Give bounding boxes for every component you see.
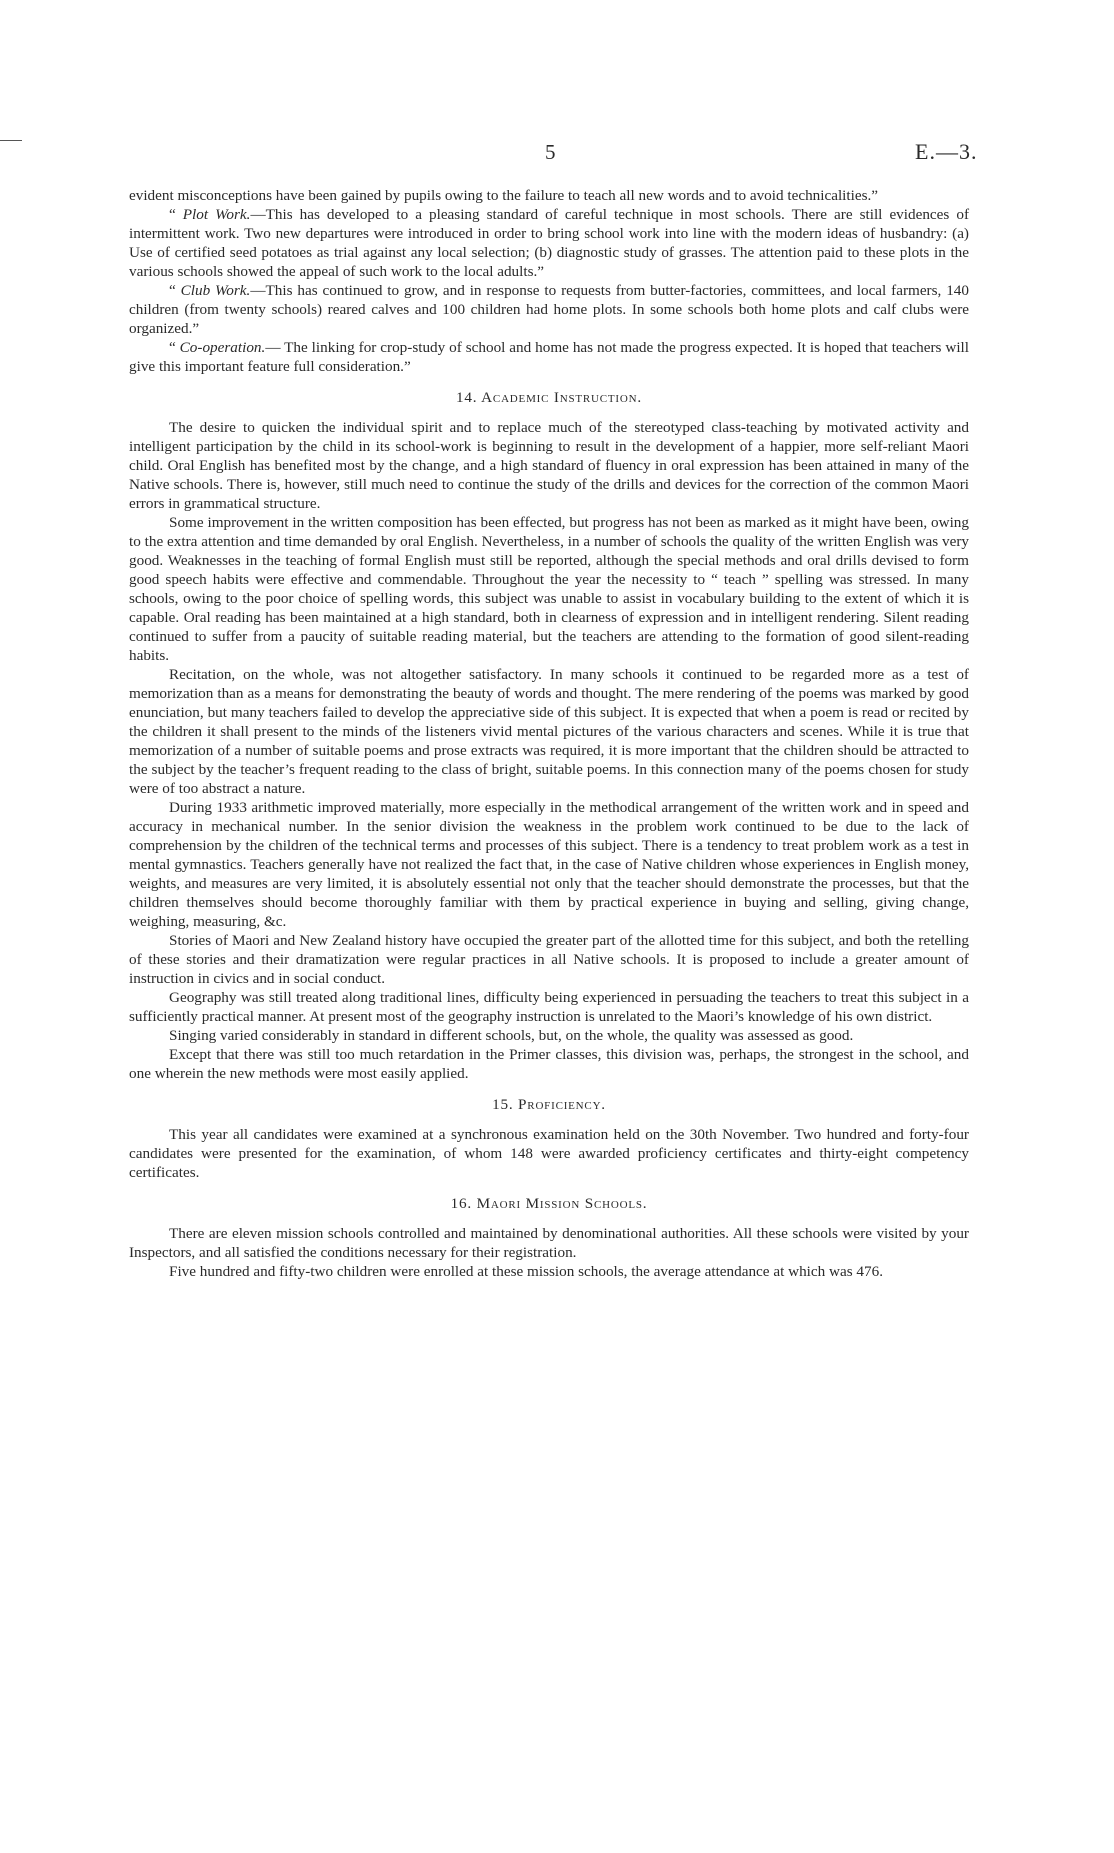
page-body (129, 186, 969, 1281)
plot-work-text: —This has developed to a pleasing standard of careful technique in most schools. There are still evidences of intermittent work. Two new departures were introduced in order to bring school work into line with the modern ideas of husbandry: (a) Use of certified seed potatoes as trial against any local selection; (b) diagnostic study of grasses. The attention paid to these plots in the various schools showed the appeal of such work to the local adults.” (129, 206, 969, 280)
continued-paragraph: evident misconceptions have been gained by pupils owing to the failure to teach all new words and to avoid technicalities.” (129, 187, 879, 204)
club-work-text: —This has continued to grow, and in response to requests from butter-factories, committees, and local farmers, 140 children (from twenty schools) reared calves and 100 children had home plots. In some schools both home plots and calf clubs were organized.” (129, 282, 969, 337)
section-heading-academic-instruction: 14. Academic Instruction. (456, 389, 642, 406)
plot-work-paragraph: “ Plot Work.—This has developed to a pleasing standard of careful technique in most schools. There are still evidences of intermittent work. Two new departures were introduced in order to bring school work into line with the modern ideas of husbandry: (a) Use of certified seed potatoes as trial against any local selection; (b) diagnostic study of grasses. The attention paid to these plots in the various schools showed the appeal of such work to the local adults.” (129, 206, 969, 280)
paragraph: Recitation, on the whole, was not altogether satisfactory. In many schools it continued to be regarded more as a test of memorization than as a means for demonstrating the beauty of words and thought. The mere rendering of the poems was marked by good enunciation, but many teachers failed to develop the appreciative side of this subject. It is expected that when a poem is read or recited by the children it shall present to the minds of the listeners vivid mental pictures of the various characters and scenes. While it is true that memorization of a number of suitable poems and prose extracts was required, it is more important that the children should be attracted to the subject by the teacher’s frequent reading to the class of bright, suitable poems. In this connection many of the poems chosen for study were of too abstract a nature. (129, 666, 969, 797)
paragraph: During 1933 arithmetic improved materially, more especially in the methodical arrangement of the written work and in speed and accuracy in mechanical number. In the senior division the weakness in the problem work continued to be due to the lack of comprehension by the children of the technical terms and processes of this subject. There is a tendency to treat problem work as a test in mental gymnastics. Teachers generally have not realized the fact that, in the case of Native children whose experiences in English money, weights, and measures are very limited, it is absolutely essential not only that the teacher should demonstrate the processes, but that the children themselves should become thoroughly familiar with them by practical experience in buying and selling, giving change, weighing, measuring, &c. (129, 799, 969, 930)
section-heading-proficiency: 15. Proficiency. (492, 1096, 606, 1113)
paragraph: Some improvement in the written composition has been effected, but progress has not been as marked as it might have been, owing to the extra attention and time demanded by oral English. Nevertheless, in a number of schools the quality of the written English was very good. Weaknesses in the teaching of formal English must still be reported, although the special methods and oral drills devised to form good speech habits were effective and commendable. Throughout the year the necessity to “ teach ” spelling was stressed. In many schools, owing to the poor choice of spelling words, this subject was unable to assist in vocabulary building to the extent of which it is capable. Oral reading has been maintained at a high standard, both in clearness of expression and in intelligent rendering. Silent reading continued to suffer from a paucity of suitable reading material, but the teachers are attending to the formation of good silent-reading habits. (129, 514, 969, 664)
cooperation-label: Co-operation. (179, 339, 266, 356)
paragraph: This year all candidates were examined at a synchronous examination held on the 30th November. Two hundred and forty-four candidates were presented for the examination, of whom 148 were awarded proficiency certificates and thirty-eight competency certificates. (129, 1126, 969, 1181)
margin-mark (0, 140, 22, 141)
club-work-paragraph: “ Club Work.—This has continued to grow, and in response to requests from butter-factories, committees, and local farmers, 140 children (from twenty schools) reared calves and 100 children had home plots. In some schools both home plots and calf clubs were organized.” (129, 282, 969, 337)
section-heading-maori-mission-schools: 16. Maori Mission Schools. (450, 1195, 648, 1212)
paragraph: Stories of Maori and New Zealand history have occupied the greater part of the allotted time for this subject, and both the retelling of these stories and their dramatization were regular practices in all Native schools. It is proposed to include a greater amount of instruction in civics and in social conduct. (129, 932, 969, 987)
club-work-label: Club Work. (180, 282, 251, 299)
cooperation-paragraph: “ Co-operation.— The linking for crop-study of school and home has not made the progress expected. It is hoped that teachers will give this important feature full consideration.” (129, 339, 969, 375)
paragraph: Geography was still treated along traditional lines, difficulty being experienced in persuading the teachers to treat this subject in a sufficiently practical manner. At present most of the geography instruction is unrelated to the Maori’s knowledge of his own district. (129, 989, 969, 1025)
cooperation-text: — The linking for crop-study of school and home has not made the progress expected. It is hoped that teachers will give this important feature full consideration.” (129, 339, 969, 375)
paragraph: Except that there was still too much retardation in the Primer classes, this division was, perhaps, the strongest in the school, and one wherein the new methods were most easily applied. (129, 1046, 969, 1082)
plot-work-label: Plot Work. (182, 206, 251, 223)
page-number: 5 (545, 140, 557, 164)
paragraph: Singing varied considerably in standard in different schools, but, on the whole, the quality was assessed as good. (169, 1027, 854, 1044)
paragraph: There are eleven mission schools controlled and maintained by denominational authorities. All these schools were visited by your Inspectors, and all satisfied the conditions necessary for their registration. (129, 1225, 969, 1261)
paragraph: The desire to quicken the individual spirit and to replace much of the stereotyped class-teaching by motivated activity and intelligent participation by the child in its school-work is beginning to result in the development of a happier, more self-reliant Maori child. Oral English has benefited most by the change, and a high standard of fluency in oral expression has been attained in many of the Native schools. There is, however, still much need to continue the study of the drills and devices for the correction of the common Maori errors in grammatical structure. (129, 419, 969, 512)
document-code: E.—3. (915, 139, 978, 164)
paragraph: Five hundred and fifty-two children were enrolled at these mission schools, the average attendance at which was 476. (169, 1263, 884, 1280)
